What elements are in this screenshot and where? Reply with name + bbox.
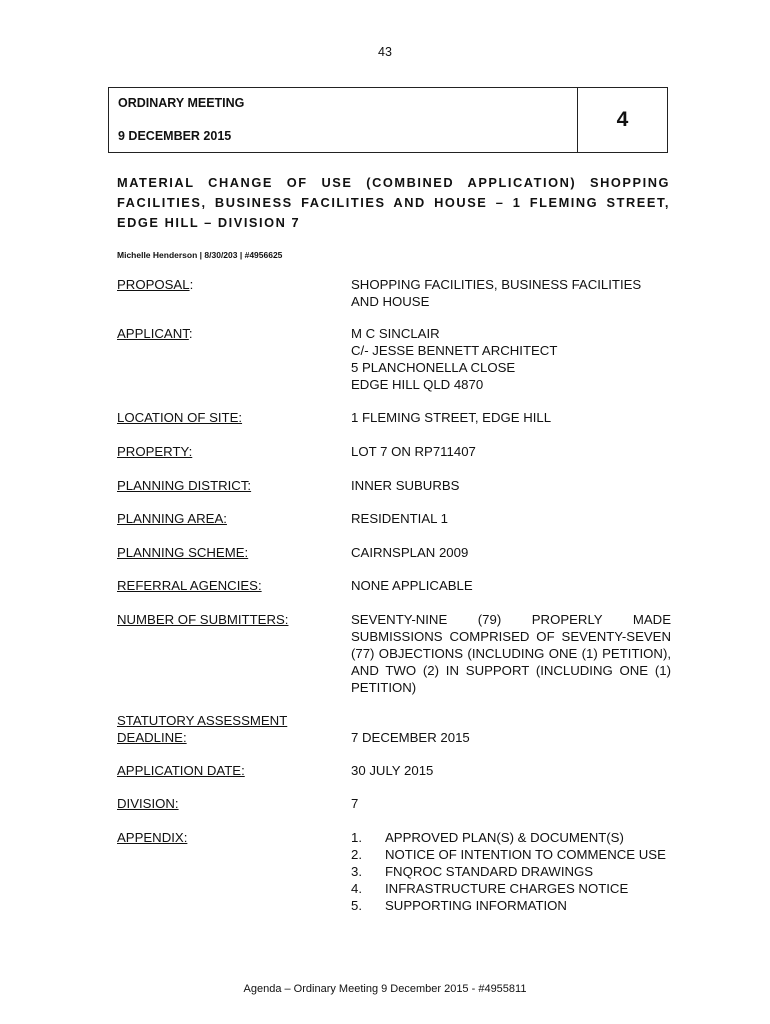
applicant-line-4: EDGE HILL QLD 4870 xyxy=(351,377,484,392)
statutory-deadline-value: 7 DECEMBER 2015 xyxy=(351,730,470,745)
application-date-label: APPLICATION DATE: xyxy=(117,763,245,778)
appendix-item xyxy=(351,880,671,897)
detail-row-statutory-deadline xyxy=(117,712,671,746)
applicant-label-suffix: : xyxy=(188,326,193,341)
detail-value xyxy=(351,276,671,310)
referral-agencies-value: NONE APPLICABLE xyxy=(351,578,473,593)
detail-row-application-date xyxy=(117,762,671,779)
item-number: 4 xyxy=(616,108,629,131)
statutory-deadline-label-line-1: STATUTORY ASSESSMENT xyxy=(117,713,288,728)
proposal-line-2: AND HOUSE xyxy=(351,294,430,309)
detail-row-submitters xyxy=(117,611,671,696)
submitters-label: NUMBER OF SUBMITTERS: xyxy=(117,612,289,627)
detail-row-appendix xyxy=(117,829,671,914)
appendix-value xyxy=(351,829,671,914)
applicant-line-2: C/- JESSE BENNETT ARCHITECT xyxy=(351,343,558,358)
property-label: PROPERTY: xyxy=(117,444,193,459)
division-label: DIVISION: xyxy=(117,796,179,811)
appendix-item-number: 3. xyxy=(351,864,362,879)
application-date-value: 30 JULY 2015 xyxy=(351,763,434,778)
appendix-item-text: SUPPORTING INFORMATION xyxy=(385,898,567,913)
appendix-item-text: FNQROC STANDARD DRAWINGS xyxy=(385,864,594,879)
detail-row-referral-agencies xyxy=(117,577,671,594)
applicant-line-1: M C SINCLAIR xyxy=(351,326,440,341)
report-title: MATERIAL CHANGE OF USE (COMBINED APPLICATION) SHOPPING FACILITIES, BUSINESS FACILITIES AND HOUSE – 1 FLEMING STREET, EDGE HILL – DIVISION 7 xyxy=(117,175,670,230)
detail-row-planning-scheme xyxy=(117,544,671,561)
author-line: Michelle Henderson | 8/30/203 | #4956625 xyxy=(117,250,283,260)
page-number: 43 xyxy=(378,45,392,59)
applicant-line-3: 5 PLANCHONELLA CLOSE xyxy=(351,360,516,375)
planning-district-label: PLANNING DISTRICT: xyxy=(117,478,252,493)
appendix-item-text: INFRASTRUCTURE CHARGES NOTICE xyxy=(385,881,629,896)
detail-row-applicant xyxy=(117,325,671,393)
appendix-item-number: 4. xyxy=(351,881,362,896)
detail-row-location xyxy=(117,409,671,426)
meeting-type: ORDINARY MEETING xyxy=(118,96,245,110)
planning-area-value: RESIDENTIAL 1 xyxy=(351,511,448,526)
detail-row-planning-district xyxy=(117,477,671,494)
appendix-item xyxy=(351,863,671,880)
applicant-label: APPLICANT xyxy=(117,326,189,341)
statutory-deadline-label-line-2: DEADLINE: xyxy=(117,730,187,745)
planning-scheme-value: CAIRNSPLAN 2009 xyxy=(351,545,469,560)
meeting-info-cell xyxy=(109,88,578,152)
detail-row-property xyxy=(117,443,671,460)
planning-district-value: INNER SUBURBS xyxy=(351,478,460,493)
appendix-label: APPENDIX: xyxy=(117,830,188,845)
appendix-item xyxy=(351,846,671,863)
location-label: LOCATION OF SITE: xyxy=(117,410,243,425)
proposal-label-suffix: : xyxy=(189,277,194,292)
detail-label xyxy=(117,276,351,310)
division-value: 7 xyxy=(351,796,359,811)
appendix-item-text: APPROVED PLAN(S) & DOCUMENT(S) xyxy=(385,830,624,845)
proposal-label: PROPOSAL xyxy=(117,277,190,292)
appendix-list xyxy=(351,829,671,914)
proposal-line-1: SHOPPING FACILITIES, BUSINESS FACILITIES xyxy=(351,277,642,292)
planning-scheme-label: PLANNING SCHEME: xyxy=(117,545,249,560)
appendix-item xyxy=(351,829,671,846)
detail-label xyxy=(117,325,351,393)
submitters-value: SEVENTY-NINE (79) PROPERLY MADE SUBMISSIONS COMPRISED OF SEVENTY-SEVEN (77) OBJECTIONS (INCLUDING ONE (1) PETITION), AND TWO (2) IN SUPPORT (INCLUDING ONE (1) PETITION) xyxy=(351,612,671,695)
detail-value xyxy=(351,325,671,393)
planning-area-label: PLANNING AREA: xyxy=(117,511,227,526)
appendix-item-text: NOTICE OF INTENTION TO COMMENCE USE xyxy=(385,847,666,862)
appendix-item-number: 2. xyxy=(351,847,362,862)
meeting-date: 9 DECEMBER 2015 xyxy=(118,129,232,143)
page-footer: Agenda – Ordinary Meeting 9 December 2015 - #4955811 xyxy=(243,983,527,995)
detail-row-division xyxy=(117,795,671,812)
appendix-item xyxy=(351,897,671,914)
detail-row-planning-area xyxy=(117,510,671,527)
meeting-header-box xyxy=(108,87,668,153)
referral-agencies-label: REFERRAL AGENCIES: xyxy=(117,578,262,593)
appendix-item-number: 5. xyxy=(351,898,362,913)
detail-row-proposal xyxy=(117,276,671,310)
appendix-item-number: 1. xyxy=(351,830,362,845)
location-value: 1 FLEMING STREET, EDGE HILL xyxy=(351,410,552,425)
property-value: LOT 7 ON RP711407 xyxy=(351,444,476,459)
